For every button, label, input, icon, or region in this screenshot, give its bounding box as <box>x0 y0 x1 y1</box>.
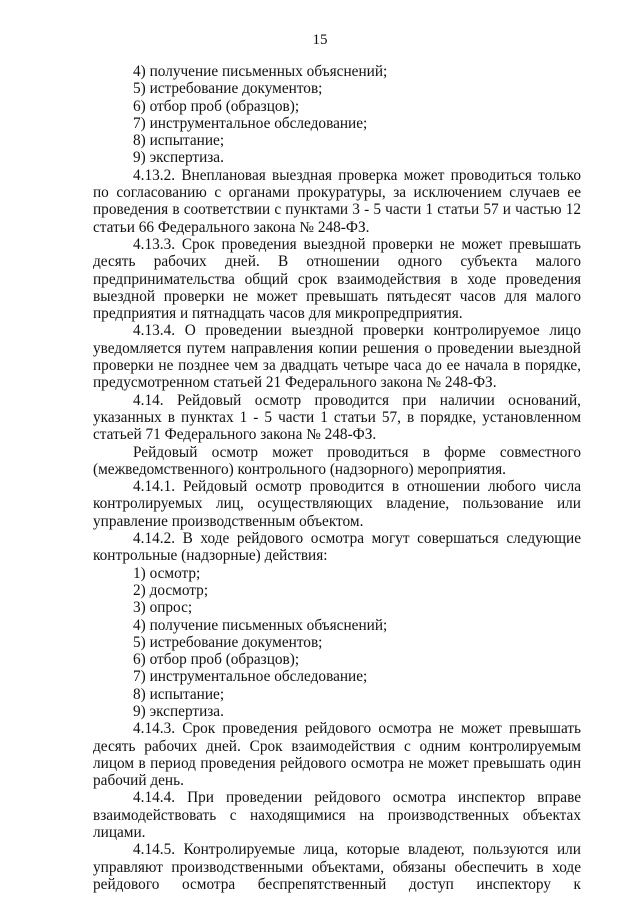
list-item: 6) отбор проб (образцов); <box>133 651 300 669</box>
paragraph-4-14-4: 4.14.4. При проведении рейдового осмотра инспектор вправе взаимодействовать с находящимися на производственных объектах лицами. <box>93 789 581 842</box>
list-item: 3) опрос; <box>133 599 193 617</box>
document-body <box>93 63 581 893</box>
list-item: 8) испытание; <box>133 685 225 703</box>
page-number: 15 <box>312 32 328 48</box>
list-item: 4) получение письменных объяснений; <box>133 616 388 634</box>
list-item: 5) истребование документов; <box>133 633 323 651</box>
list-item: 6) отбор проб (образцов); <box>133 97 300 115</box>
paragraph-4-14-2: 4.14.2. В ходе рейдового осмотра могут совершаться следующие контрольные (надзорные) действия: <box>93 530 581 565</box>
list-item: 2) досмотр; <box>133 581 209 599</box>
list-item: 9) экспертиза. <box>133 702 224 720</box>
list-item: 7) инструментальное обследование; <box>133 114 368 132</box>
list-item: 5) истребование документов; <box>133 80 323 98</box>
paragraph-4-14-3: 4.14.3. Срок проведения рейдового осмотра не может превышать десять рабочих дней. Срок взаимодействия с одним контролируемым лицом в период проведения рейдового осмотра не может превышать один рабочий день. <box>93 720 581 790</box>
paragraph-4-13-2: 4.13.2. Внеплановая выездная проверка может проводиться только по согласованию с органами прокуратуры, за исключением случаев ее проведения в соответствии с пунктами 3 - 5 части 1 статьи 57 и частью 12 статьи 66 Федерального закона № 248-ФЗ. <box>93 166 581 236</box>
list-item: 1) осмотр; <box>133 564 201 582</box>
list-item: 4) получение письменных объяснений; <box>133 63 388 80</box>
paragraph-4-14: 4.14. Рейдовый осмотр проводится при наличии оснований, указанных в пунктах 1 - 5 части 1 статьи 57, в порядке, установленном статьей 71 Федерального закона № 248-ФЗ. <box>93 391 581 444</box>
paragraph-4-14-joint: Рейдовый осмотр может проводиться в форме совместного (межведомственного) контрольного (надзорного) мероприятия. <box>93 443 581 478</box>
paragraph-4-13-4: 4.13.4. О проведении выездной проверки контролируемое лицо уведомляется путем направления копии решения о проведении выездной проверки не позднее чем за двадцать четыре часа до ее начала в порядке, предусмотренном статьей 21 Федерального закона № 248-ФЗ. <box>93 322 581 392</box>
paragraph-4-13-3: 4.13.3. Срок проведения выездной проверки не может превышать десять рабочих дней. В отношении одного субъекта малого предпринимательства общий срок взаимодействия в ходе проведения выездной проверки не может превышать пятьдесят часов для малого предприятия и пятнадцать часов для микропредприятия. <box>93 235 581 323</box>
list-item: 8) испытание; <box>133 132 225 150</box>
list-item: 9) экспертиза. <box>133 149 224 167</box>
paragraph-4-14-5: 4.14.5. Контролируемые лица, которые владеют, пользуются или управляют производственными объектами, обязаны обеспечить в ходе рейдового осмотра беспрепятственный доступ инспектору к <box>93 841 581 893</box>
list-item: 7) инструментальное обследование; <box>133 668 368 686</box>
paragraph-4-14-1: 4.14.1. Рейдовый осмотр проводится в отношении любого числа контролируемых лиц, осуществляющих владение, пользование или управление производственным объектом. <box>93 478 581 530</box>
